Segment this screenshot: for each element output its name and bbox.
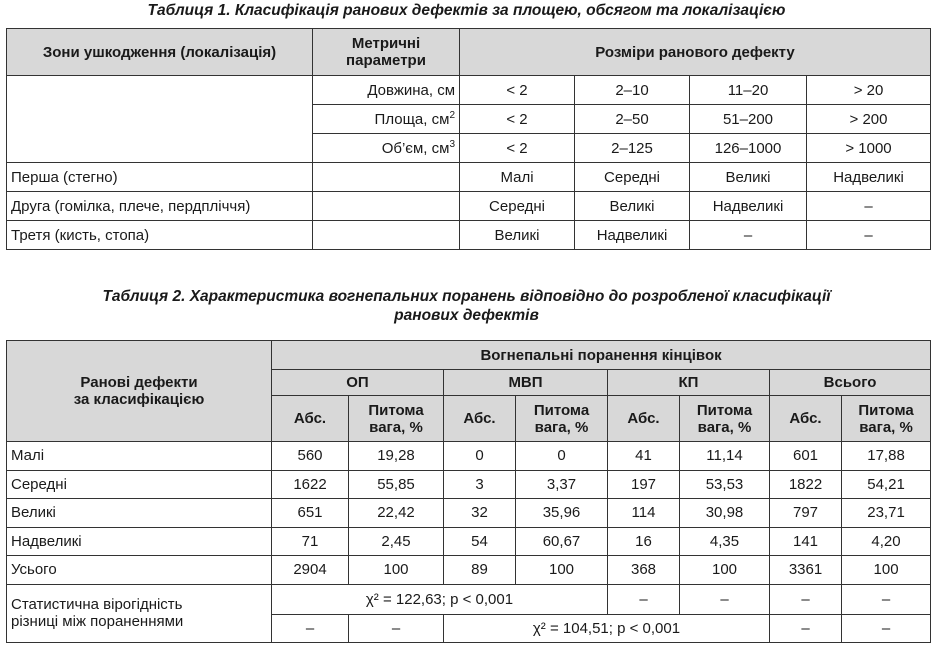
empty-cell [313, 163, 460, 192]
share-header: Питома вага, % [349, 396, 444, 442]
param-cell: > 1000 [807, 134, 931, 163]
dash-cell: – [770, 584, 842, 614]
table-cell: 54 [444, 527, 516, 556]
table2-caption [0, 287, 933, 325]
sizes-header: Розміри ранового дефекту [460, 29, 931, 76]
table-row [7, 442, 931, 471]
share-header: Питома вага, % [680, 396, 770, 442]
table2-caption-line1: Таблиця 2. Характеристика вогнепальних поранень відповідно до розробленої класифікації [102, 288, 831, 305]
table-cell: 141 [770, 527, 842, 556]
abs-header: Абс. [444, 396, 516, 442]
zone-cell: Середні [575, 163, 690, 192]
row-label: Усього [7, 556, 272, 585]
param-cell: 11–20 [690, 76, 807, 105]
defects-header [7, 341, 272, 442]
metric-params-header [313, 29, 460, 76]
table-cell: 35,96 [516, 499, 608, 528]
stat-label: Статистична вірогідність різниці між пораненнями [7, 584, 272, 642]
dash-cell: – [842, 614, 931, 642]
table-row [7, 527, 931, 556]
zone-cell: Великі [690, 163, 807, 192]
share-header: Питома вага, % [516, 396, 608, 442]
zone-cell: – [690, 221, 807, 250]
param-label: Довжина, см [313, 76, 460, 105]
zone-cell: – [807, 221, 931, 250]
empty-zone-cell [7, 76, 313, 163]
zone-cell: Надвеликі [807, 163, 931, 192]
param-cell: < 2 [460, 134, 575, 163]
table-cell: 560 [272, 442, 349, 471]
row-label: Малі [7, 442, 272, 471]
table-cell: 0 [444, 442, 516, 471]
metric-params-line2: параметри [346, 52, 426, 69]
table-cell: 601 [770, 442, 842, 471]
zone-cell: – [807, 192, 931, 221]
zone-cell: Надвеликі [690, 192, 807, 221]
kp-header: КП [608, 370, 770, 396]
table-cell: 100 [349, 556, 444, 585]
empty-cell [313, 192, 460, 221]
zone-label: Перша (стегно) [7, 163, 313, 192]
param-cell: 126–1000 [690, 134, 807, 163]
zone-cell: Надвеликі [575, 221, 690, 250]
param-cell: 2–10 [575, 76, 690, 105]
table-cell: 100 [680, 556, 770, 585]
chi-square-mvp: χ² = 104,51; p < 0,001 [444, 614, 770, 642]
zones-header: Зони ушкодження (локалізація) [7, 29, 313, 76]
defects-header-line2: за класифікацією [73, 391, 205, 408]
param-cell: 2–125 [575, 134, 690, 163]
mvp-header: МВП [444, 370, 608, 396]
row-label: Середні [7, 470, 272, 499]
param-cell: < 2 [460, 76, 575, 105]
table-cell: 100 [516, 556, 608, 585]
table-cell: 3,37 [516, 470, 608, 499]
param-cell: < 2 [460, 105, 575, 134]
table-cell: 54,21 [842, 470, 931, 499]
row-label: Великі [7, 499, 272, 528]
table-cell: 11,14 [680, 442, 770, 471]
share-header: Питома вага, % [842, 396, 931, 442]
table-cell: 53,53 [680, 470, 770, 499]
table-cell: 651 [272, 499, 349, 528]
table-cell: 30,98 [680, 499, 770, 528]
table-cell: 23,71 [842, 499, 931, 528]
dash-cell: – [272, 614, 349, 642]
dash-cell: – [680, 584, 770, 614]
metric-params-line1: Метричні [351, 35, 421, 52]
defects-header-line1: Ранові дефекти [80, 374, 198, 391]
table-cell: 2,45 [349, 527, 444, 556]
zone-cell: Великі [575, 192, 690, 221]
table-row [7, 499, 931, 528]
table-cell: 100 [842, 556, 931, 585]
dash-cell: – [770, 614, 842, 642]
param-label: Площа, $см^2$ [313, 105, 460, 134]
table-cell: 89 [444, 556, 516, 585]
table-cell: 22,42 [349, 499, 444, 528]
table-cell: 1622 [272, 470, 349, 499]
table-cell: 71 [272, 527, 349, 556]
table1 [6, 28, 931, 250]
table-cell: 3361 [770, 556, 842, 585]
table-cell: 55,85 [349, 470, 444, 499]
zone-label: Третя (кисть, стопа) [7, 221, 313, 250]
abs-header: Абс. [770, 396, 842, 442]
zone-label: Друга (гомілка, плече, пердпліччя) [7, 192, 313, 221]
table2 [6, 340, 931, 643]
table-cell: 60,67 [516, 527, 608, 556]
param-cell: 51–200 [690, 105, 807, 134]
chi-square-op: χ² = 122,63; p < 0,001 [272, 584, 608, 614]
total-header: Всього [770, 370, 931, 396]
abs-header: Абс. [272, 396, 349, 442]
table-cell: 368 [608, 556, 680, 585]
op-header: ОП [272, 370, 444, 396]
dash-cell: – [608, 584, 680, 614]
table-cell: 3 [444, 470, 516, 499]
abs-header: Абс. [608, 396, 680, 442]
table-cell: 4,35 [680, 527, 770, 556]
table-cell: 2904 [272, 556, 349, 585]
table1-caption: Таблиця 1. Класифікація ранових дефектів за площею, обсягом та локалізацією [147, 2, 786, 19]
table-cell: 32 [444, 499, 516, 528]
table-cell: 197 [608, 470, 680, 499]
row-label: Надвеликі [7, 527, 272, 556]
zone-cell: Великі [460, 221, 575, 250]
group-header: Вогнепальні поранення кінцівок [272, 341, 931, 370]
table2-caption-line2: ранових дефектів [394, 307, 539, 324]
table-cell: 41 [608, 442, 680, 471]
table-cell: 4,20 [842, 527, 931, 556]
table-cell: 19,28 [349, 442, 444, 471]
table-row [7, 556, 931, 585]
empty-cell [313, 221, 460, 250]
dash-cell: – [349, 614, 444, 642]
zone-cell: Малі [460, 163, 575, 192]
table-row [7, 470, 931, 499]
param-cell: > 20 [807, 76, 931, 105]
table-cell: 0 [516, 442, 608, 471]
zone-cell: Середні [460, 192, 575, 221]
table-cell: 16 [608, 527, 680, 556]
param-cell: 2–50 [575, 105, 690, 134]
dash-cell: – [842, 584, 931, 614]
param-cell: > 200 [807, 105, 931, 134]
param-label: Об’єм, $см^3$ [313, 134, 460, 163]
table-cell: 1822 [770, 470, 842, 499]
table-cell: 114 [608, 499, 680, 528]
table-cell: 17,88 [842, 442, 931, 471]
table-cell: 797 [770, 499, 842, 528]
